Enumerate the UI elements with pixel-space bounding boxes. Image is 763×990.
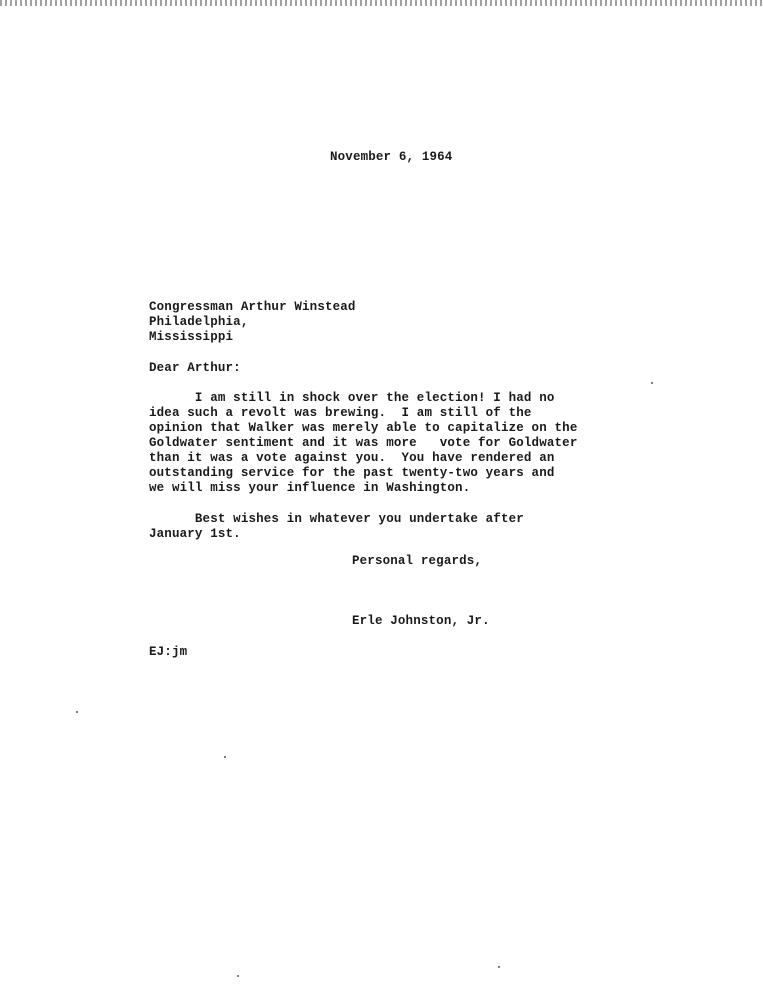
body-line: we will miss your influence in Washington. xyxy=(149,481,471,495)
body-line: outstanding service for the past twenty-two years and xyxy=(149,466,555,480)
salutation: Dear Arthur: xyxy=(149,361,241,375)
recipient-state: Mississippi xyxy=(149,330,234,344)
recipient-city: Philadelphia, xyxy=(149,315,249,329)
closing: Personal regards, xyxy=(352,554,483,568)
body-line: idea such a revolt was brewing. I am still of the xyxy=(149,406,532,420)
paper-speck xyxy=(237,975,239,977)
paper-speck xyxy=(224,756,226,758)
body-line: Goldwater sentiment and it was more vote for Goldwater xyxy=(149,436,578,450)
body-line: I am still in shock over the election! I had no xyxy=(149,391,555,405)
reference-initials: EJ:jm xyxy=(149,645,188,659)
paper-speck xyxy=(76,711,78,713)
body-line: than it was a vote against you. You have rendered an xyxy=(149,451,555,465)
page-top-edge xyxy=(0,0,763,6)
body-line: January 1st. xyxy=(149,527,241,541)
signer-name: Erle Johnston, Jr. xyxy=(352,614,490,628)
body-line: opinion that Walker was merely able to capitalize on the xyxy=(149,421,578,435)
letter-date: November 6, 1964 xyxy=(330,150,453,164)
paper-speck xyxy=(498,966,500,968)
paper-speck xyxy=(651,382,653,384)
recipient-name: Congressman Arthur Winstead xyxy=(149,300,356,314)
body-line: Best wishes in whatever you undertake after xyxy=(149,512,524,526)
